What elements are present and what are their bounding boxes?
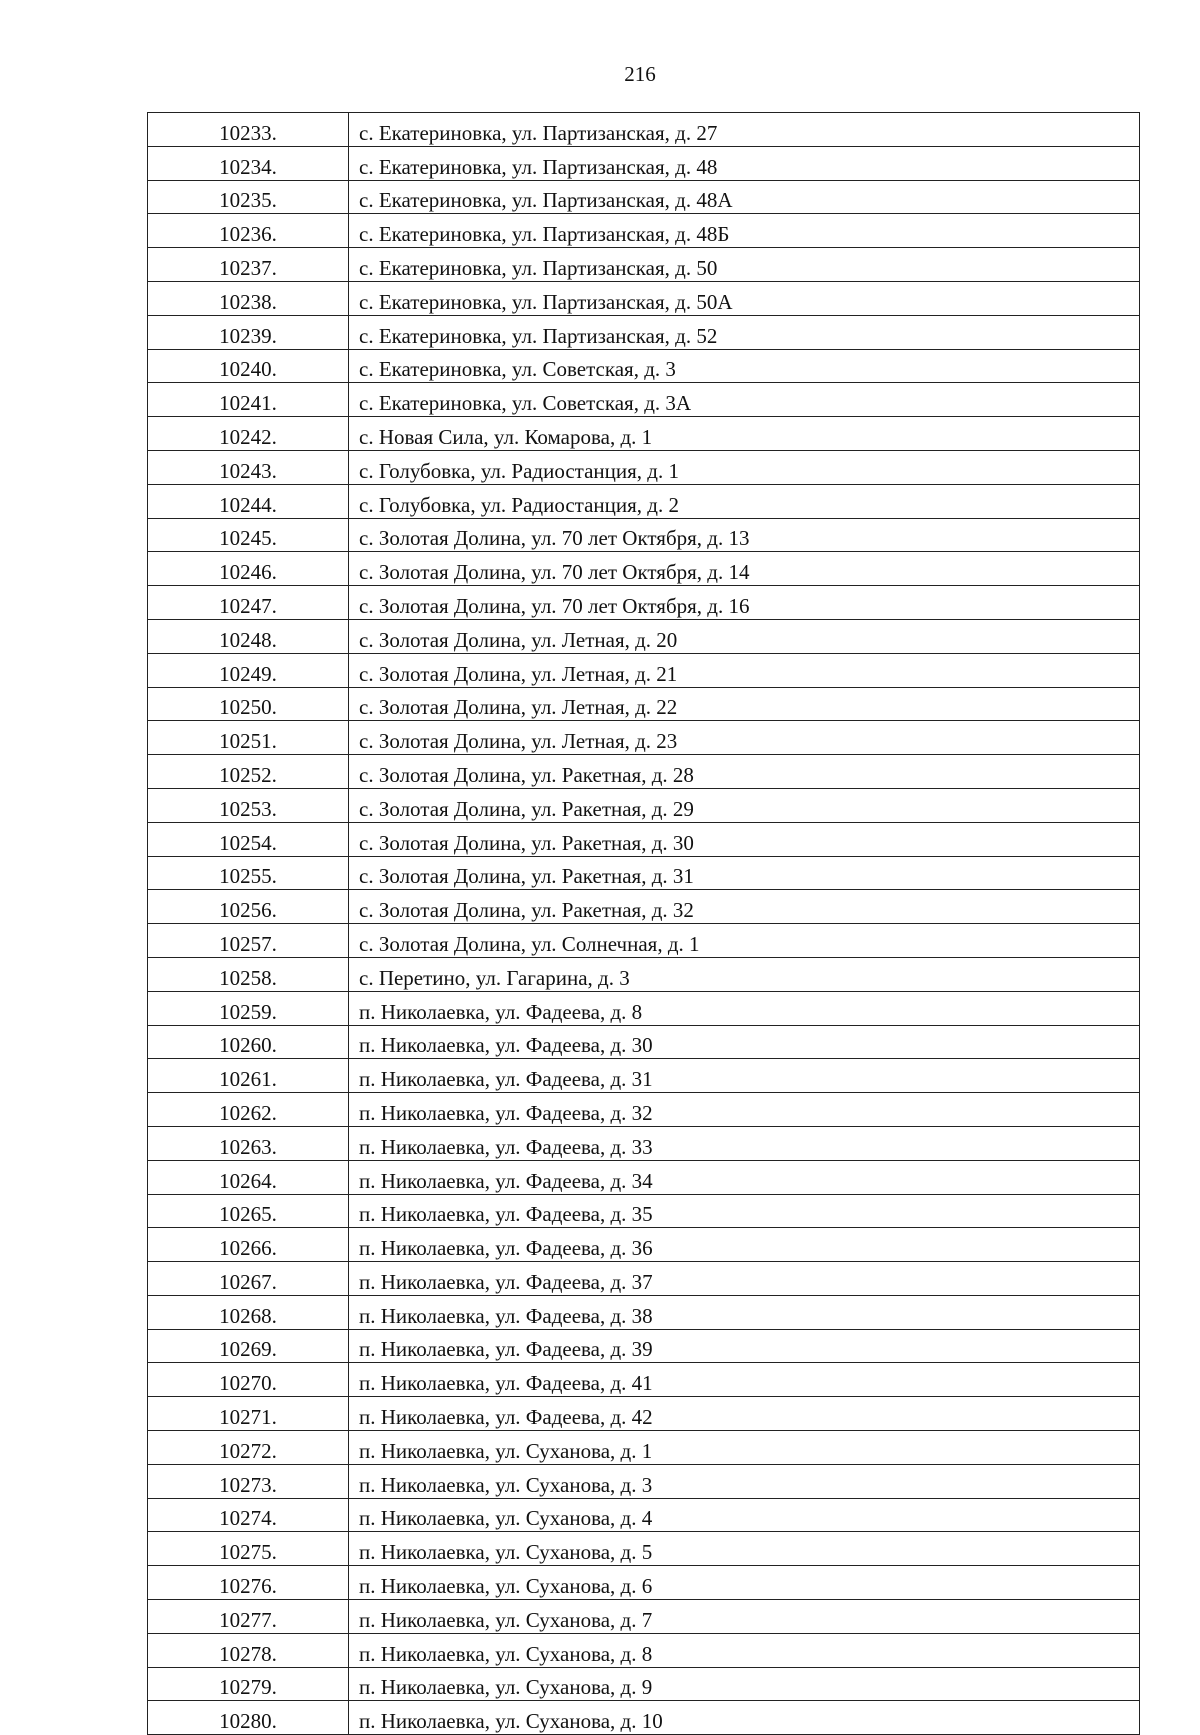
row-address: п. Николаевка, ул. Фадеева, д. 41 [349, 1363, 1140, 1397]
row-number: 10278. [148, 1633, 349, 1667]
row-number: 10276. [148, 1566, 349, 1600]
row-address: с. Екатериновка, ул. Партизанская, д. 50 [349, 248, 1140, 282]
row-address: п. Николаевка, ул. Суханова, д. 10 [349, 1701, 1140, 1735]
table-row [148, 315, 1140, 349]
row-address: п. Николаевка, ул. Суханова, д. 5 [349, 1532, 1140, 1566]
row-address: с. Золотая Долина, ул. Летная, д. 20 [349, 619, 1140, 653]
table-row [148, 1397, 1140, 1431]
row-number: 10268. [148, 1295, 349, 1329]
table-row [148, 1025, 1140, 1059]
row-number: 10245. [148, 518, 349, 552]
table-row [148, 1160, 1140, 1194]
table-row [148, 1633, 1140, 1667]
table-row [148, 957, 1140, 991]
row-address: с. Золотая Долина, ул. Летная, д. 23 [349, 721, 1140, 755]
row-address: с. Екатериновка, ул. Партизанская, д. 48А [349, 180, 1140, 214]
row-address: п. Николаевка, ул. Фадеева, д. 8 [349, 991, 1140, 1025]
row-address: п. Николаевка, ул. Суханова, д. 9 [349, 1667, 1140, 1701]
table-row [148, 1329, 1140, 1363]
row-number: 10266. [148, 1228, 349, 1262]
row-address: с. Екатериновка, ул. Партизанская, д. 52 [349, 315, 1140, 349]
row-number: 10249. [148, 653, 349, 687]
row-number: 10253. [148, 788, 349, 822]
table-row [148, 383, 1140, 417]
table-row [148, 924, 1140, 958]
table-row [148, 146, 1140, 180]
row-address: с. Золотая Долина, ул. Ракетная, д. 32 [349, 890, 1140, 924]
table-row [148, 113, 1140, 147]
table-row [148, 755, 1140, 789]
table-row [148, 349, 1140, 383]
row-address: с. Екатериновка, ул. Партизанская, д. 48Б [349, 214, 1140, 248]
table-row [148, 890, 1140, 924]
row-address: с. Золотая Долина, ул. Ракетная, д. 28 [349, 755, 1140, 789]
table-row [148, 417, 1140, 451]
row-address: с. Золотая Долина, ул. Ракетная, д. 30 [349, 822, 1140, 856]
row-address: п. Николаевка, ул. Суханова, д. 3 [349, 1464, 1140, 1498]
row-number: 10255. [148, 856, 349, 890]
row-address: п. Николаевка, ул. Фадеева, д. 36 [349, 1228, 1140, 1262]
table-row [148, 1093, 1140, 1127]
row-number: 10262. [148, 1093, 349, 1127]
table-row [148, 281, 1140, 315]
row-number: 10254. [148, 822, 349, 856]
table-row [148, 1600, 1140, 1634]
address-table-body [148, 113, 1140, 1735]
row-number: 10246. [148, 552, 349, 586]
table-row [148, 619, 1140, 653]
row-number: 10261. [148, 1059, 349, 1093]
table-row [148, 484, 1140, 518]
row-number: 10279. [148, 1667, 349, 1701]
row-number: 10243. [148, 450, 349, 484]
row-address: п. Николаевка, ул. Суханова, д. 7 [349, 1600, 1140, 1634]
row-address: с. Голубовка, ул. Радиостанция, д. 2 [349, 484, 1140, 518]
row-number: 10269. [148, 1329, 349, 1363]
row-address: п. Николаевка, ул. Фадеева, д. 38 [349, 1295, 1140, 1329]
table-row [148, 822, 1140, 856]
table-row [148, 1194, 1140, 1228]
row-address: п. Николаевка, ул. Суханова, д. 6 [349, 1566, 1140, 1600]
row-number: 10233. [148, 113, 349, 147]
table-row [148, 552, 1140, 586]
row-number: 10250. [148, 687, 349, 721]
table-row [148, 1228, 1140, 1262]
row-number: 10263. [148, 1126, 349, 1160]
table-row [148, 721, 1140, 755]
table-row [148, 1667, 1140, 1701]
row-number: 10239. [148, 315, 349, 349]
table-row [148, 687, 1140, 721]
row-address: с. Золотая Долина, ул. Летная, д. 21 [349, 653, 1140, 687]
table-row [148, 1431, 1140, 1465]
row-address: с. Екатериновка, ул. Советская, д. 3 [349, 349, 1140, 383]
table-row [148, 1566, 1140, 1600]
row-address: с. Екатериновка, ул. Партизанская, д. 48 [349, 146, 1140, 180]
table-row [148, 1295, 1140, 1329]
row-address: п. Николаевка, ул. Суханова, д. 4 [349, 1498, 1140, 1532]
row-address: с. Екатериновка, ул. Советская, д. 3А [349, 383, 1140, 417]
row-address: с. Золотая Долина, ул. 70 лет Октября, д. 13 [349, 518, 1140, 552]
row-number: 10267. [148, 1262, 349, 1296]
row-address: п. Николаевка, ул. Фадеева, д. 39 [349, 1329, 1140, 1363]
table-row [148, 180, 1140, 214]
row-number: 10277. [148, 1600, 349, 1634]
row-address: п. Николаевка, ул. Фадеева, д. 32 [349, 1093, 1140, 1127]
table-row [148, 518, 1140, 552]
row-address: с. Золотая Долина, ул. 70 лет Октября, д. 14 [349, 552, 1140, 586]
row-number: 10244. [148, 484, 349, 518]
table-row [148, 1498, 1140, 1532]
row-number: 10248. [148, 619, 349, 653]
row-number: 10240. [148, 349, 349, 383]
table-row [148, 586, 1140, 620]
row-number: 10257. [148, 924, 349, 958]
row-address: с. Екатериновка, ул. Партизанская, д. 50А [349, 281, 1140, 315]
table-row [148, 788, 1140, 822]
row-number: 10258. [148, 957, 349, 991]
table-row [148, 1532, 1140, 1566]
row-number: 10260. [148, 1025, 349, 1059]
row-address: п. Николаевка, ул. Фадеева, д. 37 [349, 1262, 1140, 1296]
row-number: 10247. [148, 586, 349, 620]
row-number: 10272. [148, 1431, 349, 1465]
row-number: 10270. [148, 1363, 349, 1397]
table-row [148, 1701, 1140, 1735]
table-row [148, 1363, 1140, 1397]
row-number: 10236. [148, 214, 349, 248]
row-address: с. Новая Сила, ул. Комарова, д. 1 [349, 417, 1140, 451]
row-address: с. Золотая Долина, ул. Летная, д. 22 [349, 687, 1140, 721]
row-address: п. Николаевка, ул. Суханова, д. 1 [349, 1431, 1140, 1465]
row-number: 10234. [148, 146, 349, 180]
row-number: 10252. [148, 755, 349, 789]
row-number: 10275. [148, 1532, 349, 1566]
row-number: 10264. [148, 1160, 349, 1194]
row-address: с. Золотая Долина, ул. Ракетная, д. 29 [349, 788, 1140, 822]
row-address: с. Золотая Долина, ул. Солнечная, д. 1 [349, 924, 1140, 958]
row-number: 10265. [148, 1194, 349, 1228]
row-address: с. Перетино, ул. Гагарина, д. 3 [349, 957, 1140, 991]
table-row [148, 653, 1140, 687]
row-address: с. Екатериновка, ул. Партизанская, д. 27 [349, 113, 1140, 147]
row-number: 10256. [148, 890, 349, 924]
row-number: 10273. [148, 1464, 349, 1498]
table-row [148, 1262, 1140, 1296]
row-number: 10242. [148, 417, 349, 451]
row-number: 10241. [148, 383, 349, 417]
row-number: 10235. [148, 180, 349, 214]
row-address: с. Голубовка, ул. Радиостанция, д. 1 [349, 450, 1140, 484]
row-address: с. Золотая Долина, ул. 70 лет Октября, д. 16 [349, 586, 1140, 620]
row-address: п. Николаевка, ул. Фадеева, д. 30 [349, 1025, 1140, 1059]
row-number: 10280. [148, 1701, 349, 1735]
row-number: 10237. [148, 248, 349, 282]
row-address: п. Николаевка, ул. Фадеева, д. 34 [349, 1160, 1140, 1194]
row-number: 10259. [148, 991, 349, 1025]
table-row [148, 1464, 1140, 1498]
row-address: п. Николаевка, ул. Суханова, д. 8 [349, 1633, 1140, 1667]
row-number: 10251. [148, 721, 349, 755]
table-row [148, 856, 1140, 890]
row-address: п. Николаевка, ул. Фадеева, д. 31 [349, 1059, 1140, 1093]
table-row [148, 214, 1140, 248]
table-row [148, 248, 1140, 282]
page-number: 216 [624, 62, 656, 86]
table-row [148, 1059, 1140, 1093]
row-number: 10238. [148, 281, 349, 315]
row-address: п. Николаевка, ул. Фадеева, д. 42 [349, 1397, 1140, 1431]
table-row [148, 1126, 1140, 1160]
row-address: п. Николаевка, ул. Фадеева, д. 35 [349, 1194, 1140, 1228]
row-address: с. Золотая Долина, ул. Ракетная, д. 31 [349, 856, 1140, 890]
table-row [148, 991, 1140, 1025]
row-address: п. Николаевка, ул. Фадеева, д. 33 [349, 1126, 1140, 1160]
row-number: 10274. [148, 1498, 349, 1532]
row-number: 10271. [148, 1397, 349, 1431]
address-table [147, 112, 1140, 1735]
table-row [148, 450, 1140, 484]
